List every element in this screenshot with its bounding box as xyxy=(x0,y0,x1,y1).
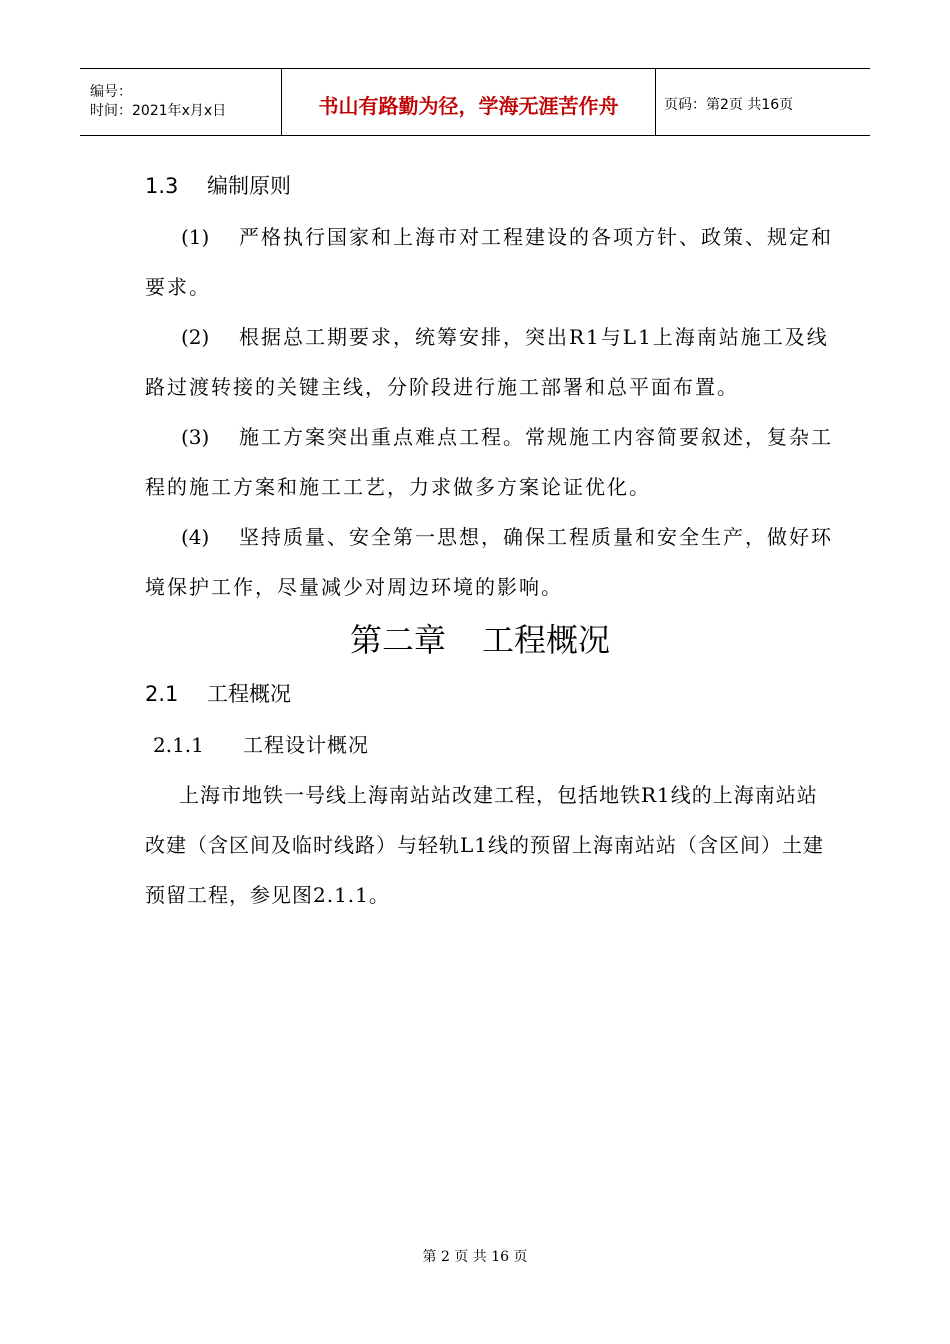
item-number: (2) xyxy=(181,325,210,349)
footer-page-number: 第 2 页 共 16 页 xyxy=(422,1249,528,1265)
header-time-label: 时间：2021年x月x日 xyxy=(90,103,227,119)
header-number-label: 编号： xyxy=(90,84,132,100)
subsection-number: 2.1.1 xyxy=(153,733,204,757)
principle-item-1 xyxy=(145,212,835,312)
section-2-1-1-heading xyxy=(145,720,835,770)
design-overview-paragraph: 上海市地铁一号线上海南站站改建工程，包括地铁R1线的上海南站站改建（含区间及临时线路）与轻轨L1线的预留上海南站站（含区间）土建预留工程，参见图2.1.1。 xyxy=(145,783,825,907)
header-motto-text: 书山有路勤为径，学海无涯苦作舟 xyxy=(318,93,619,118)
header-page-info xyxy=(656,69,870,135)
item-number: (1) xyxy=(181,225,210,249)
header-motto xyxy=(282,69,656,135)
section-title: 编制原则 xyxy=(207,174,291,198)
item-number: (4) xyxy=(181,525,210,549)
principle-item-3 xyxy=(145,412,835,512)
principle-item-4 xyxy=(145,512,835,612)
header-meta xyxy=(80,69,282,135)
item-text: 坚持质量、安全第一思想，确保工程质量和安全生产，做好环境保护工作，尽量减少对周边环境的影响。 xyxy=(145,525,833,599)
chapter-heading xyxy=(125,612,835,668)
page-footer xyxy=(0,1246,950,1266)
document-header xyxy=(80,68,870,136)
subsection-title: 工程设计概况 xyxy=(243,733,369,757)
section-1-3-heading xyxy=(145,160,835,212)
item-number: (3) xyxy=(181,425,210,449)
section-title: 工程概况 xyxy=(207,682,291,706)
section-2-1-heading xyxy=(145,668,835,720)
header-page-info-text: 页码：第2页 共16页 xyxy=(664,97,794,113)
document-body xyxy=(145,160,835,920)
item-text: 严格执行国家和上海市对工程建设的各项方针、政策、规定和要求。 xyxy=(145,225,833,299)
item-text: 根据总工期要求，统筹安排，突出R1与L1上海南站施工及线路过渡转接的关键主线，分阶段进行施工部署和总平面布置。 xyxy=(145,325,829,399)
item-text: 施工方案突出重点难点工程。常规施工内容简要叙述，复杂工程的施工方案和施工工艺，力求做多方案论证优化。 xyxy=(145,425,833,499)
chapter-title: 工程概况 xyxy=(482,621,611,659)
principle-item-2 xyxy=(145,312,835,412)
section-number: 1.3 xyxy=(145,174,179,198)
section-number: 2.1 xyxy=(145,682,179,706)
chapter-number: 第二章 xyxy=(349,621,446,659)
